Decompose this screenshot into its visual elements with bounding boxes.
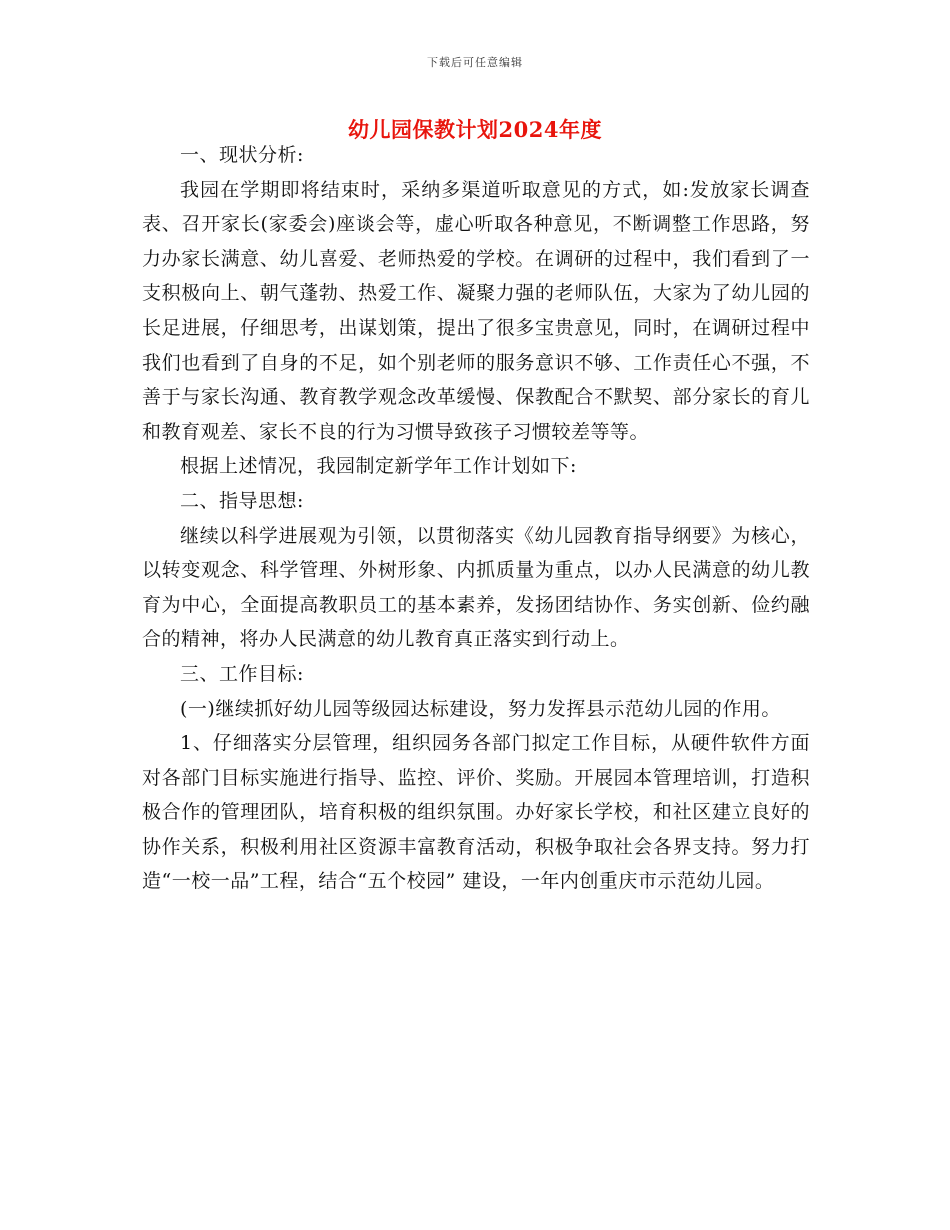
header-note: 下载后可任意编辑 <box>427 56 523 69</box>
paragraph-plan-intro: 根据上述情况，我园制定新学年工作计划如下: <box>180 455 577 478</box>
document-title: 幼儿园保教计划2024年度 <box>348 117 602 142</box>
paragraph-guiding-thought: 继续以科学进展观为引领，以贯彻落实《幼儿园教育指导纲要》为核心，以转变观念、科学管理、外树形象、内抓质量为重点，以办人民满意的幼儿教育为中心，全面提高教职员工的基本素养，发扬团结协作、务实创新、俭约融合的精神，将办人民满意的幼儿教育真正落实到行动上。 <box>142 524 810 651</box>
paragraph-goal-1-item-1: 1、仔细落实分层管理，组织园务各部门拟定工作目标，从硬件软件方面对各部门目标实施进行指导、监控、评价、奖励。开展园本管理培训，打造积极合作的管理团队，培育积极的组织氛围。办好家长学校，和社区建立良好的协作关系，积极利用社区资源丰富教育活动，积极争取社会各界支持。努力打造“一校一品”工程，结合“五个校园” 建设，一年内创重庆市示范幼儿园。 <box>142 732 810 893</box>
paragraph-goal-1: (一)继续抓好幼儿园等级园达标建设，努力发挥县示范幼儿园的作用。 <box>180 697 781 720</box>
section-heading-guiding-thought: 二、指导思想: <box>180 489 304 512</box>
section-heading-work-goals: 三、工作目标: <box>180 662 304 685</box>
document-body <box>142 138 810 899</box>
section-heading-analysis: 一、现状分析: <box>180 144 304 166</box>
paragraph-analysis: 我园在学期即将结束时，采纳多渠道听取意见的方式，如:发放家长调查表、召开家长(家委会)座谈会等，虚心听取各种意见，不断调整工作思路，努力办家长满意、幼儿喜爱、老师热爱的学校。在调研的过程中，我们看到了一支积极向上、朝气蓬勃、热爱工作、凝聚力强的老师队伍，大家为了幼儿园的长足进展，仔细思考，出谋划策，提出了很多宝贵意见，同时，在调研过程中我们也看到了自身的不足，如个别老师的服务意识不够、工作责任心不强，不善于与家长沟通、教育教学观念改革缓慢、保教配合不默契、部分家长的育儿和教育观差、家长不良的行为习惯导致孩子习惯较差等等。 <box>142 178 810 443</box>
